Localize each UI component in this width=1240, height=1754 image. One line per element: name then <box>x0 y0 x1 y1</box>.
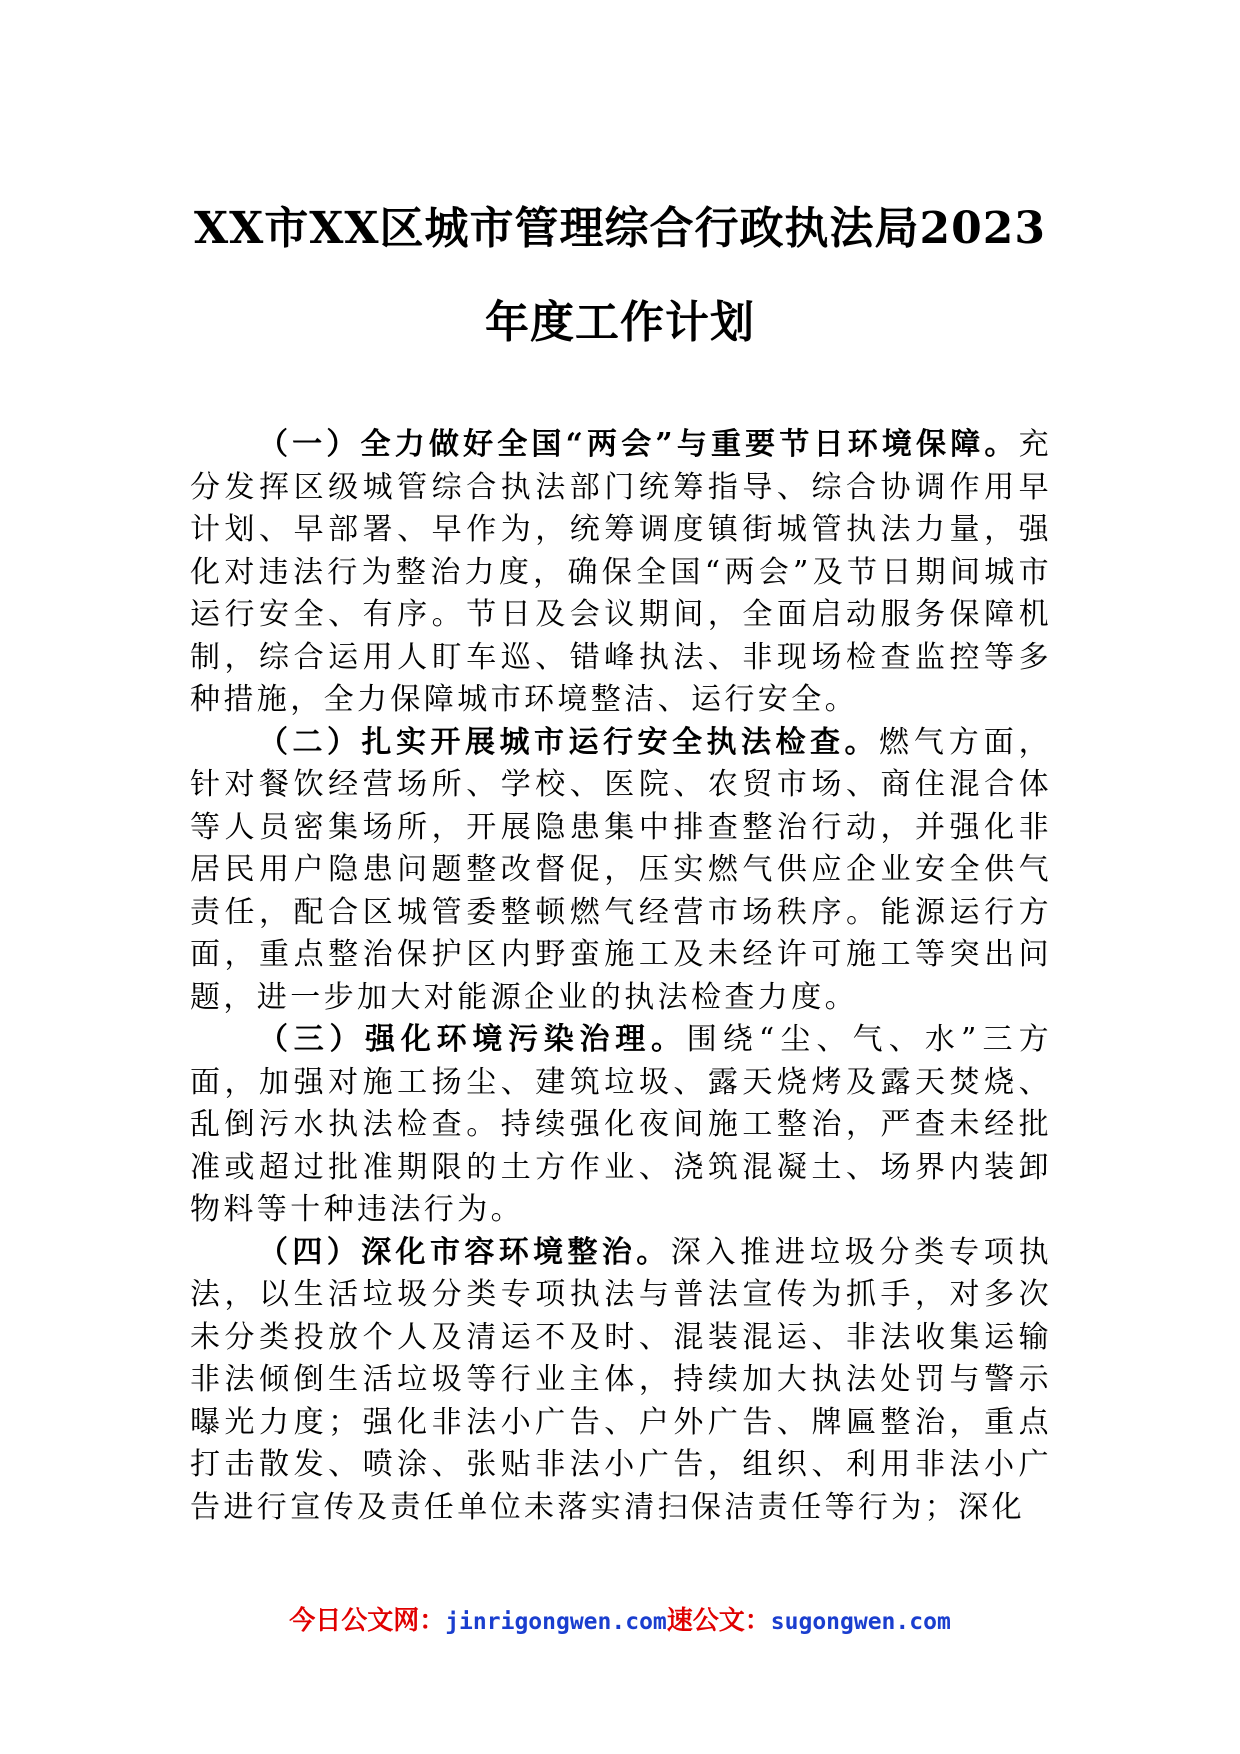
paragraph-1 <box>190 424 1052 722</box>
paragraph-2 <box>190 722 1052 1020</box>
paragraph-text: 燃气方面，针对餐饮经营场所、学校、医院、农贸市场、商住混合体等人员密集场所，开展隐患集中排查整治行动，并强化非居民用户隐患问题整改督促，压实燃气供应企业安全供气责任，配合区城管委整顿燃气经营市场秩序。能源运行方面，重点整治保护区内野蛮施工及未经许可施工等突出问题，进一步加大对能源企业的执法检查力度。 <box>190 724 1052 1015</box>
title-line-2: 年度工作计划 <box>485 297 755 348</box>
paragraph-text: 充分发挥区级城管综合执法部门统筹指导、综合协调作用早计划、早部署、早作为，统筹调度镇街城管执法力量，强化对违法行为整治力度，确保全国“两会”及节日期间城市运行安全、有序。节日及会议期间，全面启动服务保障机制，综合运用人盯车巡、错峰执法、非现场检查监控等多种措施，全力保障城市环境整洁、运行安全。 <box>190 427 1052 717</box>
footer-watermark <box>0 1604 1240 1639</box>
paragraph-heading: （二）扎实开展城市运行安全执法检查。 <box>258 724 879 760</box>
footer-label-1: 今日公文网： <box>289 1606 446 1636</box>
footer-link-1[interactable]: jinrigongwen.com <box>445 1609 667 1635</box>
document-body <box>190 424 1052 1529</box>
paragraph-3 <box>190 1019 1052 1232</box>
title-line-1: XX市XX区城市管理综合行政执法局2023 <box>193 203 1046 254</box>
paragraph-4 <box>190 1232 1052 1530</box>
paragraph-text: 深入推进垃圾分类专项执法，以生活垃圾分类专项执法与普法宣传为抓手，对多次未分类投放个人及清运不及时、混装混运、非法收集运输非法倾倒生活垃圾等行业主体，持续加大执法处罚与警示曝光力度；强化非法小广告、户外广告、牌匾整治，重点打击散发、喷涂、张贴非法小广告，组织、利用非法小广告进行宣传及责任单位未落实清扫保洁责任等行为；深化 <box>190 1234 1052 1525</box>
document-title <box>150 182 1090 370</box>
paragraph-heading: （一）全力做好全国“两会”与重要节日环境保障。 <box>258 427 1019 462</box>
paragraph-heading: （四）深化市容环境整治。 <box>258 1234 671 1270</box>
footer-label-2: 速公文： <box>666 1606 771 1636</box>
paragraph-text: 围绕“尘、气、水”三方面，加强对施工扬尘、建筑垃圾、露天烧烤及露天焚烧、乱倒污水执法检查。持续强化夜间施工整治，严查未经批准或超过批准期限的土方作业、浇筑混凝土、场界内装卸物料等十种违法行为。 <box>190 1022 1052 1227</box>
footer-link-2[interactable]: sugongwen.com <box>770 1609 951 1635</box>
paragraph-heading: （三）强化环境污染治理。 <box>258 1022 687 1057</box>
